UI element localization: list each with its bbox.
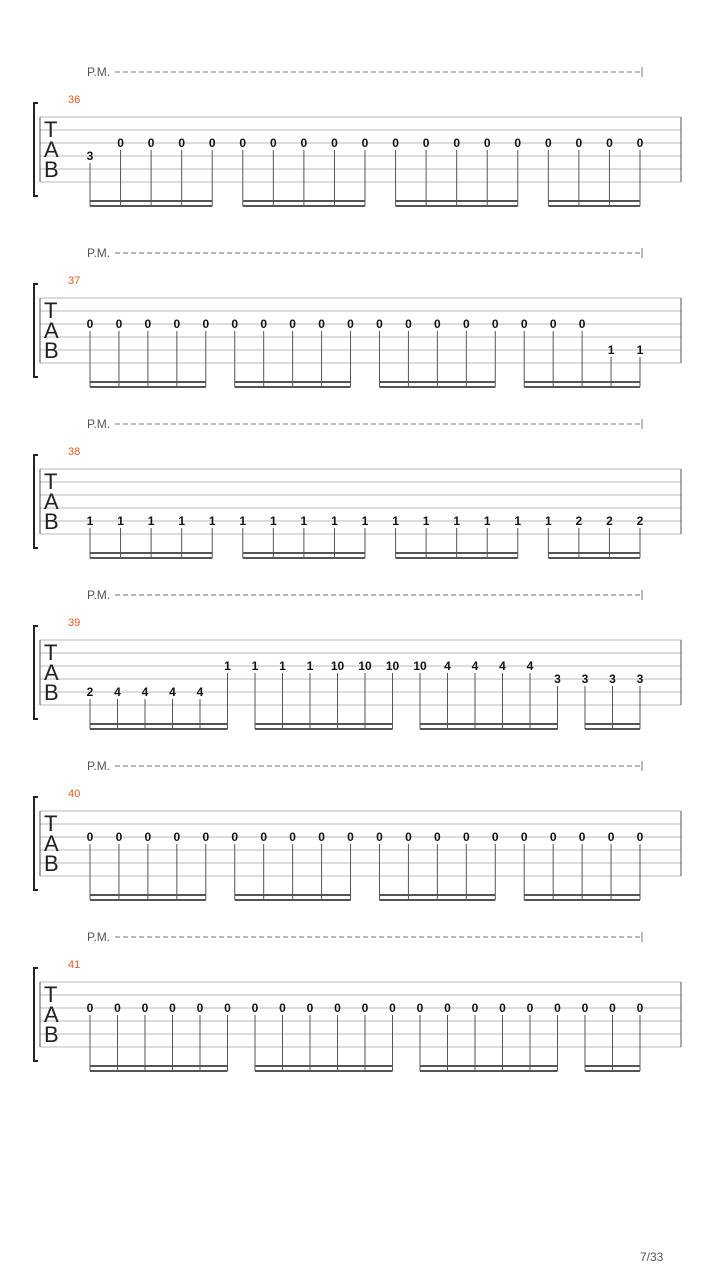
tab-clef-letter: A [44,318,59,343]
fret-number: 0 [334,1001,341,1015]
fret-number: 0 [144,830,152,844]
fret-number: 3 [554,672,561,686]
fret-number: 0 [169,1001,176,1015]
fret-number: 0 [202,317,210,331]
fret-number: 2 [636,514,644,528]
fret-number: 1 [544,514,552,528]
system-bracket [34,626,38,719]
fret-number: 0 [549,317,557,331]
fret-number: 0 [491,317,499,331]
fret-number: 0 [196,1001,204,1015]
fret-number: 0 [208,136,216,150]
fret-number: 0 [636,830,644,844]
bar-number: 38 [68,446,81,458]
bar-number: 39 [68,617,81,629]
fret-number: 1 [453,514,461,528]
fret-number: 0 [422,136,430,150]
system-bracket [34,797,38,890]
fret-number: 1 [514,514,522,528]
fret-number: 0 [144,317,152,331]
fret-number: 4 [169,685,176,699]
fret-number: 0 [361,136,369,150]
fret-number: 0 [173,317,181,331]
tab-clef-letter: B [44,851,59,876]
fret-number: 0 [405,317,412,331]
fret-number: 10 [330,659,345,673]
fret-number: 0 [202,830,210,844]
fret-number: 0 [544,136,552,150]
fret-number: 0 [405,830,412,844]
tab-clef-letter: A [44,489,59,514]
fret-number: 4 [196,685,204,699]
fret-number: 4 [471,659,479,673]
fret-number: 1 [392,514,399,528]
fret-number: 1 [251,659,259,673]
tab-clef-letter: B [44,157,59,182]
fret-number: 0 [300,136,308,150]
fret-number: 0 [549,830,557,844]
fret-number: 2 [606,514,613,528]
fret-number: 0 [462,830,470,844]
fret-number: 0 [434,317,441,331]
fret-number: 0 [491,830,499,844]
system-bracket [34,455,38,548]
fret-number: 0 [147,136,155,150]
fret-number: 1 [483,514,491,528]
fret-number: 3 [636,672,644,686]
fret-number: 0 [173,830,181,844]
tab-clef-letter: T [44,298,58,323]
fret-number: 0 [578,317,586,331]
system-bracket [34,103,38,196]
fret-number: 0 [607,830,615,844]
tab-clef-letter: B [44,338,59,363]
tab-clef-letter: A [44,1002,59,1027]
fret-number: 0 [86,1001,94,1015]
fret-number: 0 [318,830,325,844]
fret-number: 4 [526,659,534,673]
tab-clef-letter: B [44,680,59,705]
fret-number: 0 [86,317,94,331]
fret-number: 0 [347,830,354,844]
fret-number: 0 [331,136,338,150]
fret-number: 1 [607,343,615,357]
fret-number: 0 [636,1001,644,1015]
page-number: 7/33 [640,1250,664,1264]
fret-number: 3 [581,672,589,686]
fret-number: 2 [86,685,94,699]
fret-number: 0 [376,317,383,331]
bar-number: 36 [68,94,81,106]
palm-mute-label: P.M. [87,588,111,602]
fret-number: 0 [260,830,268,844]
fret-number: 0 [575,136,583,150]
tab-clef-letter: T [44,640,58,665]
tab-clef-letter: T [44,117,58,142]
tab-clef-letter: A [44,660,59,685]
palm-mute-label: P.M. [87,246,111,260]
fret-number: 0 [499,1001,506,1015]
fret-number: 1 [306,659,314,673]
fret-number: 0 [251,1001,259,1015]
fret-number: 1 [208,514,216,528]
tab-clef-letter: T [44,982,58,1007]
bar-number: 40 [68,788,81,800]
fret-number: 0 [453,136,461,150]
fret-number: 0 [178,136,186,150]
fret-number: 0 [231,317,239,331]
tab-clef-letter: A [44,831,59,856]
bar-number: 41 [68,959,81,971]
fret-number: 0 [520,317,528,331]
fret-number: 1 [117,514,124,528]
fret-number: 0 [514,136,522,150]
tab-clef-letter: B [44,509,59,534]
fret-number: 0 [306,1001,314,1015]
fret-number: 0 [520,830,528,844]
fret-number: 0 [224,1001,231,1015]
fret-number: 0 [462,317,470,331]
fret-number: 1 [279,659,286,673]
fret-number: 1 [224,659,231,673]
fret-number: 0 [289,830,296,844]
fret-number: 0 [231,830,239,844]
fret-number: 0 [347,317,354,331]
fret-number: 0 [526,1001,534,1015]
fret-number: 1 [269,514,277,528]
fret-number: 0 [318,317,325,331]
fret-number: 0 [389,1001,396,1015]
fret-number: 10 [413,659,427,673]
fret-number: 0 [115,830,123,844]
fret-number: 0 [239,136,247,150]
fret-number: 0 [578,830,586,844]
fret-number: 1 [300,514,308,528]
fret-number: 1 [239,514,247,528]
fret-number: 0 [141,1001,149,1015]
fret-number: 3 [86,149,94,163]
fret-number: 0 [289,317,296,331]
palm-mute-label: P.M. [87,417,111,431]
fret-number: 1 [361,514,369,528]
fret-number: 0 [117,136,124,150]
fret-number: 0 [416,1001,424,1015]
fret-number: 0 [115,317,123,331]
fret-number: 0 [609,1001,616,1015]
fret-number: 0 [636,136,644,150]
tab-clef-letter: T [44,811,58,836]
fret-number: 0 [279,1001,286,1015]
fret-number: 4 [114,685,121,699]
fret-number: 0 [86,830,94,844]
tab-clef-letter: T [44,469,58,494]
fret-number: 1 [422,514,430,528]
fret-number: 1 [636,343,644,357]
fret-number: 0 [471,1001,479,1015]
fret-number: 0 [376,830,383,844]
fret-number: 0 [392,136,399,150]
palm-mute-label: P.M. [87,759,111,773]
fret-number: 4 [499,659,506,673]
fret-number: 0 [114,1001,121,1015]
fret-number: 2 [575,514,583,528]
system-bracket [34,284,38,377]
fret-number: 0 [444,1001,451,1015]
fret-number: 0 [483,136,491,150]
fret-number: 4 [141,685,149,699]
tab-clef-letter: A [44,137,59,162]
fret-number: 1 [178,514,186,528]
palm-mute-label: P.M. [87,65,111,79]
fret-number: 0 [606,136,613,150]
fret-number: 3 [609,672,616,686]
fret-number: 0 [554,1001,561,1015]
fret-number: 0 [581,1001,589,1015]
bar-number: 37 [68,275,81,287]
fret-number: 1 [147,514,155,528]
fret-number: 0 [361,1001,369,1015]
fret-number: 1 [331,514,338,528]
fret-number: 10 [358,659,372,673]
palm-mute-label: P.M. [87,930,111,944]
system-bracket [34,968,38,1061]
fret-number: 1 [86,514,94,528]
fret-number: 10 [385,659,400,673]
tab-clef-letter: B [44,1022,59,1047]
fret-number: 0 [434,830,441,844]
fret-number: 4 [444,659,451,673]
fret-number: 0 [269,136,277,150]
fret-number: 0 [260,317,268,331]
